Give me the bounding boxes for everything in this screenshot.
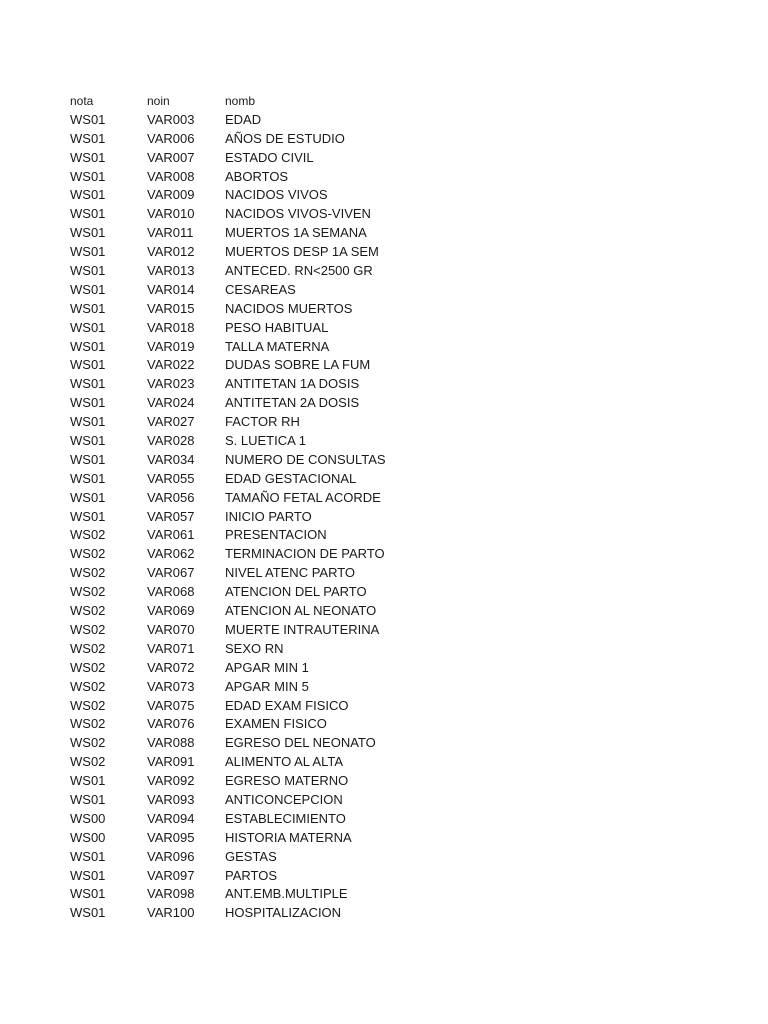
cell-nota: WS02	[70, 716, 106, 732]
cell-noin: VAR097	[147, 867, 195, 883]
table-row	[70, 432, 525, 451]
table-row	[70, 338, 525, 357]
cell-noin: VAR023	[147, 376, 195, 392]
cell-nomb: MUERTOS DESP 1A SEM	[225, 244, 379, 260]
table-row	[70, 489, 525, 508]
cell-nota: WS01	[70, 470, 106, 486]
table-row	[70, 659, 525, 678]
table-row	[70, 715, 525, 734]
table-row	[70, 734, 525, 753]
cell-noin: VAR072	[147, 659, 195, 675]
cell-noin: VAR003	[147, 111, 195, 127]
table-row	[70, 526, 525, 545]
cell-nomb: PESO HABITUAL	[225, 319, 329, 335]
cell-nomb: HISTORIA MATERNA	[225, 829, 352, 845]
header-nota: nota	[70, 94, 94, 108]
cell-noin: VAR056	[147, 489, 195, 505]
cell-nota: WS01	[70, 357, 106, 373]
cell-noin: VAR012	[147, 244, 195, 260]
cell-nomb: ATENCION DEL PARTO	[225, 584, 367, 600]
cell-noin: VAR006	[147, 130, 195, 146]
table-row	[70, 356, 525, 375]
table-row	[70, 111, 525, 130]
table-header	[70, 92, 525, 111]
table-row	[70, 168, 525, 187]
cell-nomb: EDAD	[225, 111, 262, 127]
table-row	[70, 375, 525, 394]
table-row	[70, 319, 525, 338]
cell-nota: WS01	[70, 905, 106, 921]
cell-nomb: DUDAS SOBRE LA FUM	[225, 357, 371, 373]
cell-noin: VAR091	[147, 754, 195, 770]
cell-noin: VAR027	[147, 414, 195, 430]
cell-nomb: SEXO RN	[225, 640, 284, 656]
cell-noin: VAR007	[147, 149, 195, 165]
cell-nota: WS02	[70, 678, 106, 694]
cell-nota: WS01	[70, 433, 106, 449]
cell-noin: VAR094	[147, 810, 195, 826]
cell-nota: WS00	[70, 810, 106, 826]
cell-noin: VAR061	[147, 527, 195, 543]
cell-noin: VAR088	[147, 735, 195, 751]
cell-noin: VAR018	[147, 319, 195, 335]
header-nomb: nomb	[225, 94, 256, 108]
cell-nomb: ATENCION AL NEONATO	[225, 603, 377, 619]
cell-noin: VAR019	[147, 338, 195, 354]
cell-nota: WS01	[70, 319, 106, 335]
cell-nota: WS01	[70, 263, 106, 279]
cell-nota: WS01	[70, 867, 106, 883]
variable-table	[70, 92, 525, 923]
cell-nomb: TERMINACION DE PARTO	[225, 546, 385, 562]
cell-nomb: ABORTOS	[225, 168, 289, 184]
cell-nomb: ANTITETAN 2A DOSIS	[225, 395, 360, 411]
cell-nota: WS02	[70, 603, 106, 619]
table-row	[70, 810, 525, 829]
cell-nota: WS01	[70, 791, 106, 807]
cell-nomb: EDAD EXAM FISICO	[225, 697, 349, 713]
cell-nota: WS01	[70, 111, 106, 127]
cell-nomb: ALIMENTO AL ALTA	[225, 754, 344, 770]
cell-nomb: MUERTE INTRAUTERINA	[225, 621, 380, 637]
cell-nomb: EGRESO DEL NEONATO	[225, 735, 376, 751]
table-row	[70, 640, 525, 659]
cell-noin: VAR070	[147, 621, 195, 637]
table-row	[70, 262, 525, 281]
table-row	[70, 772, 525, 791]
table-row	[70, 224, 525, 243]
cell-nota: WS01	[70, 206, 106, 222]
table-row	[70, 545, 525, 564]
table-row	[70, 829, 525, 848]
cell-noin: VAR071	[147, 640, 195, 656]
cell-nomb: APGAR MIN 5	[225, 678, 309, 694]
table-row	[70, 508, 525, 527]
cell-noin: VAR075	[147, 697, 195, 713]
cell-nota: WS02	[70, 659, 106, 675]
cell-nota: WS01	[70, 489, 106, 505]
cell-nota: WS02	[70, 754, 106, 770]
cell-nota: WS01	[70, 508, 106, 524]
cell-nomb: FACTOR RH	[225, 414, 300, 430]
cell-noin: VAR062	[147, 546, 195, 562]
table-row	[70, 791, 525, 810]
cell-nota: WS02	[70, 565, 106, 581]
cell-nomb: PARTOS	[225, 867, 278, 883]
cell-nota: WS01	[70, 300, 106, 316]
cell-nomb: PRESENTACION	[225, 527, 327, 543]
cell-noin: VAR014	[147, 281, 195, 297]
cell-nota: WS01	[70, 149, 106, 165]
cell-nomb: ESTABLECIMIENTO	[225, 810, 346, 826]
table-row	[70, 300, 525, 319]
cell-nota: WS01	[70, 395, 106, 411]
table-row	[70, 867, 525, 886]
cell-noin: VAR068	[147, 584, 195, 600]
cell-nomb: ESTADO CIVIL	[225, 149, 314, 165]
cell-noin: VAR092	[147, 773, 195, 789]
cell-nota: WS01	[70, 187, 106, 203]
cell-noin: VAR098	[147, 886, 195, 902]
cell-noin: VAR024	[147, 395, 195, 411]
table-row	[70, 885, 525, 904]
cell-nota: WS01	[70, 225, 106, 241]
cell-noin: VAR022	[147, 357, 195, 373]
cell-nota: WS01	[70, 281, 106, 297]
cell-nota: WS01	[70, 886, 106, 902]
cell-nota: WS01	[70, 338, 106, 354]
cell-nota: WS02	[70, 584, 106, 600]
table-row	[70, 697, 525, 716]
table-row	[70, 394, 525, 413]
cell-nomb: NIVEL ATENC PARTO	[225, 565, 356, 581]
header-noin: noin	[147, 94, 170, 108]
cell-noin: VAR028	[147, 433, 195, 449]
table-row	[70, 583, 525, 602]
cell-nota: WS01	[70, 451, 106, 467]
table-row	[70, 413, 525, 432]
cell-nomb: TALLA MATERNA	[225, 338, 330, 354]
table-row	[70, 848, 525, 867]
table-row	[70, 186, 525, 205]
cell-noin: VAR009	[147, 187, 195, 203]
cell-nomb: NACIDOS VIVOS	[225, 187, 328, 203]
table-row	[70, 243, 525, 262]
table-row	[70, 130, 525, 149]
cell-nota: WS02	[70, 640, 106, 656]
cell-nomb: ANTITETAN 1A DOSIS	[225, 376, 360, 392]
cell-nota: WS01	[70, 168, 106, 184]
cell-nomb: NUMERO DE CONSULTAS	[225, 451, 386, 467]
cell-nomb: ANTICONCEPCION	[225, 791, 343, 807]
cell-noin: VAR034	[147, 451, 195, 467]
table-row	[70, 205, 525, 224]
cell-nomb: TAMAÑO FETAL ACORDE	[225, 489, 381, 505]
cell-noin: VAR076	[147, 716, 195, 732]
cell-noin: VAR008	[147, 168, 195, 184]
cell-noin: VAR011	[147, 225, 194, 241]
cell-nota: WS02	[70, 527, 106, 543]
cell-nota: WS02	[70, 697, 106, 713]
cell-nota: WS02	[70, 546, 106, 562]
cell-nomb: NACIDOS MUERTOS	[225, 300, 353, 316]
cell-nota: WS01	[70, 414, 106, 430]
cell-noin: VAR055	[147, 470, 195, 486]
cell-noin: VAR069	[147, 603, 195, 619]
cell-nomb: EXAMEN FISICO	[225, 716, 327, 732]
table-row	[70, 602, 525, 621]
cell-noin: VAR093	[147, 791, 195, 807]
cell-nota: WS01	[70, 130, 106, 146]
cell-nota: WS01	[70, 376, 106, 392]
cell-nomb: APGAR MIN 1	[225, 659, 309, 675]
table-row	[70, 470, 525, 489]
cell-nomb: S. LUETICA 1	[225, 433, 306, 449]
cell-nomb: INICIO PARTO	[225, 508, 312, 524]
cell-nomb: EDAD GESTACIONAL	[225, 470, 357, 486]
table-row	[70, 621, 525, 640]
cell-nota: WS00	[70, 829, 106, 845]
table-body	[70, 111, 525, 923]
cell-nomb: ANTECED. RN<2500 GR	[225, 263, 373, 279]
table-row	[70, 149, 525, 168]
cell-noin: VAR067	[147, 565, 195, 581]
cell-noin: VAR013	[147, 263, 195, 279]
cell-nomb: AÑOS DE ESTUDIO	[225, 130, 345, 146]
cell-noin: VAR057	[147, 508, 195, 524]
cell-nota: WS02	[70, 621, 106, 637]
cell-nomb: NACIDOS VIVOS-VIVEN	[225, 206, 371, 222]
cell-nota: WS01	[70, 244, 106, 260]
cell-noin: VAR095	[147, 829, 195, 845]
cell-nomb: GESTAS	[225, 848, 277, 864]
cell-nota: WS01	[70, 848, 106, 864]
cell-noin: VAR015	[147, 300, 195, 316]
table-row	[70, 753, 525, 772]
table-row	[70, 678, 525, 697]
table-row	[70, 564, 525, 583]
cell-nomb: EGRESO MATERNO	[225, 773, 349, 789]
cell-noin: VAR096	[147, 848, 195, 864]
cell-nomb: CESAREAS	[225, 281, 296, 297]
table-row	[70, 904, 525, 923]
table-row	[70, 281, 525, 300]
cell-nomb: ANT.EMB.MULTIPLE	[225, 886, 348, 902]
cell-nomb: MUERTOS 1A SEMANA	[225, 225, 367, 241]
cell-nomb: HOSPITALIZACION	[225, 905, 342, 921]
cell-noin: VAR073	[147, 678, 195, 694]
cell-nota: WS02	[70, 735, 106, 751]
table-row	[70, 451, 525, 470]
cell-noin: VAR100	[147, 905, 195, 921]
cell-nota: WS01	[70, 773, 106, 789]
cell-noin: VAR010	[147, 206, 195, 222]
